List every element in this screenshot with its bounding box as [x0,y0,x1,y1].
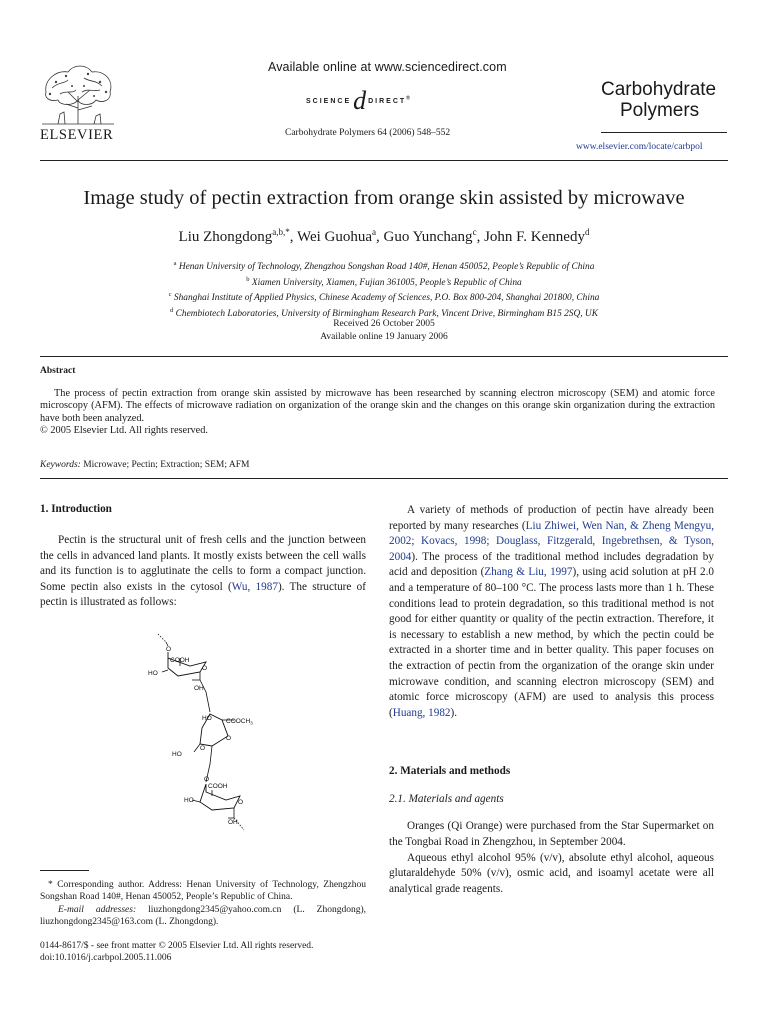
registered-mark: ® [406,95,412,102]
keywords-label: Keywords: [40,460,81,470]
author-name: Wei Guohua [297,229,373,245]
sciencedirect-left: SCIENCE [306,98,352,105]
author-list: Liu Zhongdong$^{a,b,*}$, Wei Guohua$^a$, Guo Yunchang$^c$, John F. Kennedy$^d$ [178,227,590,245]
intro-p1-text: Pectin is the structural unit of fresh cells and the junction between the cells in advanced land plants. It mostly exists between the cell walls and its function is to agglutinate the cells to form a compact junction. Some pectin also exists in the cytosol ( [40,534,366,593]
methods-paragraph-2: Aqueous ethyl alcohol 95% (v/v), absolute ethyl alcohol, aqueous glutaraldehyde 50% (v/v), osmic acid, and isoamyl acetate were all analytical grade reagents. [389,851,714,895]
affiliation [0,258,768,274]
structure-cooch3 [226,718,253,726]
affil-sup: c [168,291,172,299]
corresponding-text: * Corresponding author. Address: Henan University of Technology, Zhengzhou Songshan Road 140#, Henan 450052, People’s Republic of China. [40,880,366,903]
affiliation [0,289,768,305]
journal-title-line2: Polymers [620,100,700,121]
structure-ho: HO [148,670,158,677]
structure-oh: OH [194,685,204,692]
affil-text: Shanghai Institute of Applied Physics, Chinese Academy of Sciences, P.O. Box 800-204, Shanghai 201800, China [173,293,600,304]
footnote-rule [40,870,89,871]
front-matter [40,940,366,965]
right-column [389,503,714,897]
intro-p1-text-end: ). The structure of pectin is illustrated as follows: [40,580,366,609]
article-title: Image study of pectin extraction from orange skin assisted by microwave [83,187,685,209]
doi-text: doi:10.1016/j.carbpol.2005.11.006 [40,953,172,964]
affil-sup: d [170,306,174,314]
structure-ho: HO [172,751,182,758]
author-name: John F. Kennedy [484,229,585,245]
citation-link[interactable]: Zhang & Liu, 1997 [484,566,573,579]
intro-p2-text-end: ). [450,706,458,719]
abstract-top-rule [40,356,728,357]
front-matter-text: 0144-8617/$ - see front matter © 2005 Elsevier Ltd. All rights reserved. [40,941,314,951]
cooch3-sub: 3 [250,720,253,726]
citation-link[interactable]: Liu Zhiwei, Wen Nan, & Zheng Mengyu, 2002; Kovacs, 1998; Douglass, Fitzgerald, Ingebrethsen, & Tyson, 2004 [389,519,715,563]
author-sup: c [472,227,477,237]
citation-link[interactable]: Wu, 1987 [231,580,278,593]
header-divider [40,160,728,161]
left-column [40,503,366,611]
elsevier-tree-logo [38,62,118,126]
structure-cooh: COOH [170,657,190,664]
affil-text: Chembiotech Laboratories, University of Birmingham Research Park, Vincent Drive, Birmingham B15 2SQ, UK [175,309,598,319]
structure-ho: HO [202,715,212,722]
affiliation [0,274,768,290]
author-sup: d [584,227,590,237]
affil-text: Xiamen University, Xiamen, Fujian 361005, People’s Republic of China [251,277,522,288]
structure-o: O [200,745,206,752]
abstract-bottom-rule [40,478,728,479]
section-heading-introduction: 1. Introduction [40,503,112,515]
intro-p2-text: ). The process of the traditional method includes degradation by acid and deposition ( [389,550,714,579]
author-sup: a,b,* [272,227,290,237]
abstract-heading: Abstract [40,366,76,376]
cooch3-text: COOCH [226,718,251,725]
sciencedirect-logo [306,80,412,115]
email-addresses: liuzhongdong2345@yahoo.com.cn (L. Zhongdong), liuzhongdong2345@163.com (L. Zhongdong). [40,904,367,927]
structure-o: O [166,646,172,653]
keywords-list: Microwave; Pectin; Extraction; SEM; AFM [83,460,250,470]
corresponding-author-footnote [40,879,366,928]
intro-p2-text: ), using acid solution at pH 2.0 and a temperature of 80–100 °C. The process lasts more than 1 h. These conditions lead to protein degradation, so this traditional method is not good for either quantity or quality of the pectin extraction. Therefore, it is necessary to establish a new method, by which the pectin could be extracted in a shorter time and in better quality. This paper focuses on the extraction of pectin from the organization of the orange skin under microwave condition, and scanning electron microscopy (SEM) and atomic force microscopy (AFM) are used to analysis this process ( [389,566,714,719]
journal-title [601,79,716,121]
keywords [40,460,249,470]
journal-citation: Carbohydrate Polymers 64 (2006) 548–552 [285,128,451,138]
article-dates [0,318,768,344]
sciencedirect-right: DIRECT [368,98,407,105]
affil-sup: a [173,260,177,267]
structure-ho: HO [184,797,194,804]
journal-title-line1: Carbohydrate [601,79,717,100]
section-heading-methods: 2. Materials and methods [389,765,511,778]
available-date: Available online 19 January 2006 [320,332,448,342]
sciencedirect-at-icon: d [353,86,367,115]
structure-oh: OH [228,819,238,826]
intro-paragraph-2 [389,503,714,721]
methods-paragraph-1: Oranges (Qi Orange) were purchased from the Star Supermarket on the Tongbai Road in Zhengzhou, in September 2004. [389,820,714,848]
author-sup: a [372,227,377,237]
affil-text: Henan University of Technology, Zhengzhou Songshan Road 140#, Henan 450052, People’s Republic of China [178,262,595,273]
journal-url-link[interactable]: www.elsevier.com/locate/carbpol [576,142,703,152]
pectin-structure-diagram [140,632,280,842]
citation-link[interactable]: Huang, 1982 [392,706,451,719]
affiliations [0,258,768,321]
publisher-name: ELSEVIER [40,127,114,143]
available-online-text: Available online at www.sciencedirect.com [268,60,507,74]
email-label: E-mail addresses: [58,904,137,915]
subsection-heading-materials: 2.1. Materials and agents [389,793,504,806]
author-name: Guo Yunchang [383,229,473,245]
structure-o: O [238,799,244,806]
structure-o: O [204,776,210,783]
abstract-body [40,388,715,438]
structure-o: O [226,735,232,742]
intro-p2-text: A variety of methods of production of pectin have already been reported by many researches ( [389,504,714,532]
structure-cooh: COOH [208,783,228,790]
affil-sup: b [246,275,250,283]
journal-title-rule [601,132,727,133]
structure-o: O [202,665,208,672]
received-date: Received 26 October 2005 [333,319,435,329]
author-name: Liu Zhongdong [178,229,273,245]
copyright-text: © 2005 Elsevier Ltd. All rights reserved. [40,425,208,437]
intro-paragraph-1 [40,533,366,611]
email-line [40,904,366,929]
abstract-text: The process of pectin extraction from orange skin assisted by microwave has been researched by scanning electron microscopy (SEM) and atomic force microscopy (AFM). The effects of microwave radiation on organization of the orange skin and the changes on this orange skin organization during the extraction have both been analyzed. [40,388,715,424]
